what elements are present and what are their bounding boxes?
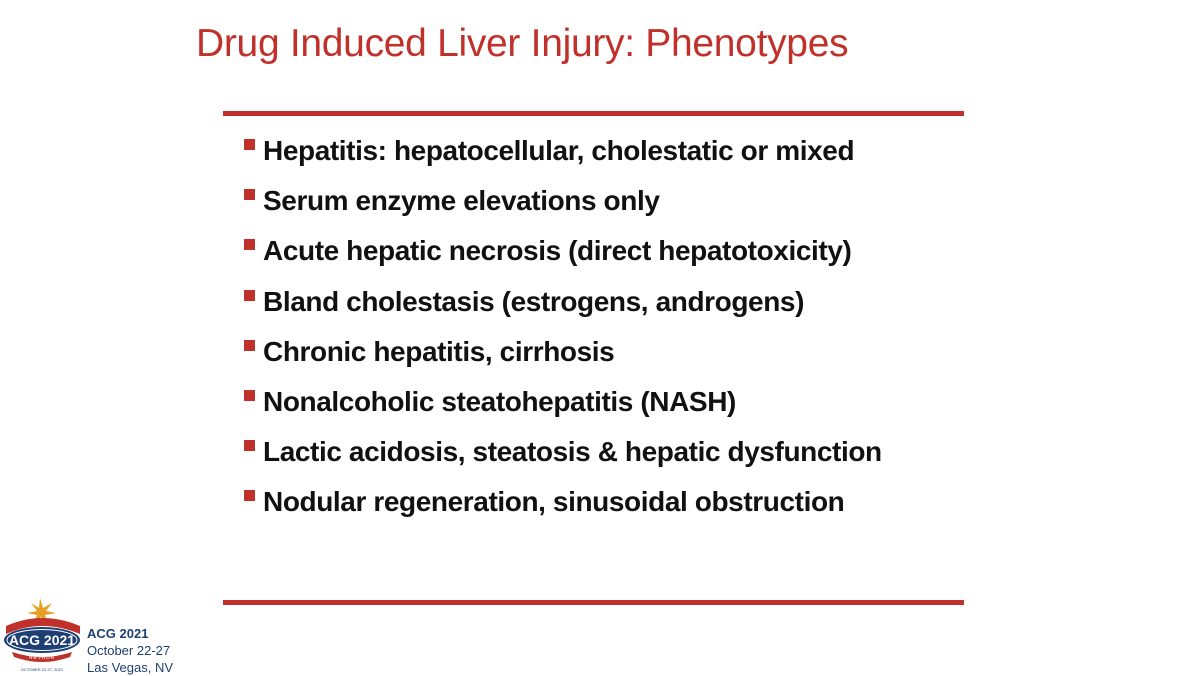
- bullet-text: Serum enzyme elevations only: [263, 185, 660, 217]
- bullet-text: Acute hepatic necrosis (direct hepatotoxicity): [263, 235, 852, 267]
- top-divider: [223, 111, 964, 116]
- list-item: [244, 381, 882, 431]
- bullet-square-icon: [244, 440, 255, 451]
- acg-2021-logo-icon: [0, 596, 84, 675]
- conference-location: Las Vegas, NV: [87, 660, 173, 675]
- bullet-square-icon: [244, 189, 255, 200]
- list-item: [244, 431, 882, 481]
- conference-info: [87, 625, 173, 676]
- conference-name: ACG 2021: [87, 626, 149, 641]
- slide-title: Drug Induced Liver Injury: Phenotypes: [196, 22, 849, 65]
- logo-dates: OCTOBER 22-27, 2021: [20, 667, 64, 672]
- bullet-square-icon: [244, 239, 255, 250]
- list-item: [244, 130, 882, 180]
- logo-subtext: NEVADA: [28, 655, 56, 661]
- bullet-list: [244, 130, 882, 532]
- list-item: [244, 281, 882, 331]
- bullet-text: Bland cholestasis (estrogens, androgens): [263, 285, 805, 317]
- bullet-text: Nodular regeneration, sinusoidal obstruction: [263, 486, 845, 518]
- bullet-square-icon: [244, 390, 255, 401]
- list-item: [244, 331, 882, 381]
- bullet-square-icon: [244, 139, 255, 150]
- list-item: [244, 180, 882, 230]
- bullet-text: Nonalcoholic steatohepatitis (NASH): [263, 385, 736, 417]
- bottom-divider: [223, 600, 964, 605]
- bullet-text: Hepatitis: hepatocellular, cholestatic or mixed: [263, 135, 855, 166]
- bullet-square-icon: [244, 490, 255, 501]
- bullet-text: Chronic hepatitis, cirrhosis: [263, 335, 615, 367]
- conference-dates: October 22-27: [87, 643, 171, 658]
- bullet-text: Lactic acidosis, steatosis & hepatic dysfunction: [263, 436, 882, 468]
- list-item: [244, 481, 882, 531]
- bullet-square-icon: [244, 340, 255, 351]
- bullet-square-icon: [244, 290, 255, 301]
- list-item: [244, 230, 882, 280]
- logo-text: ACG 2021: [8, 632, 76, 648]
